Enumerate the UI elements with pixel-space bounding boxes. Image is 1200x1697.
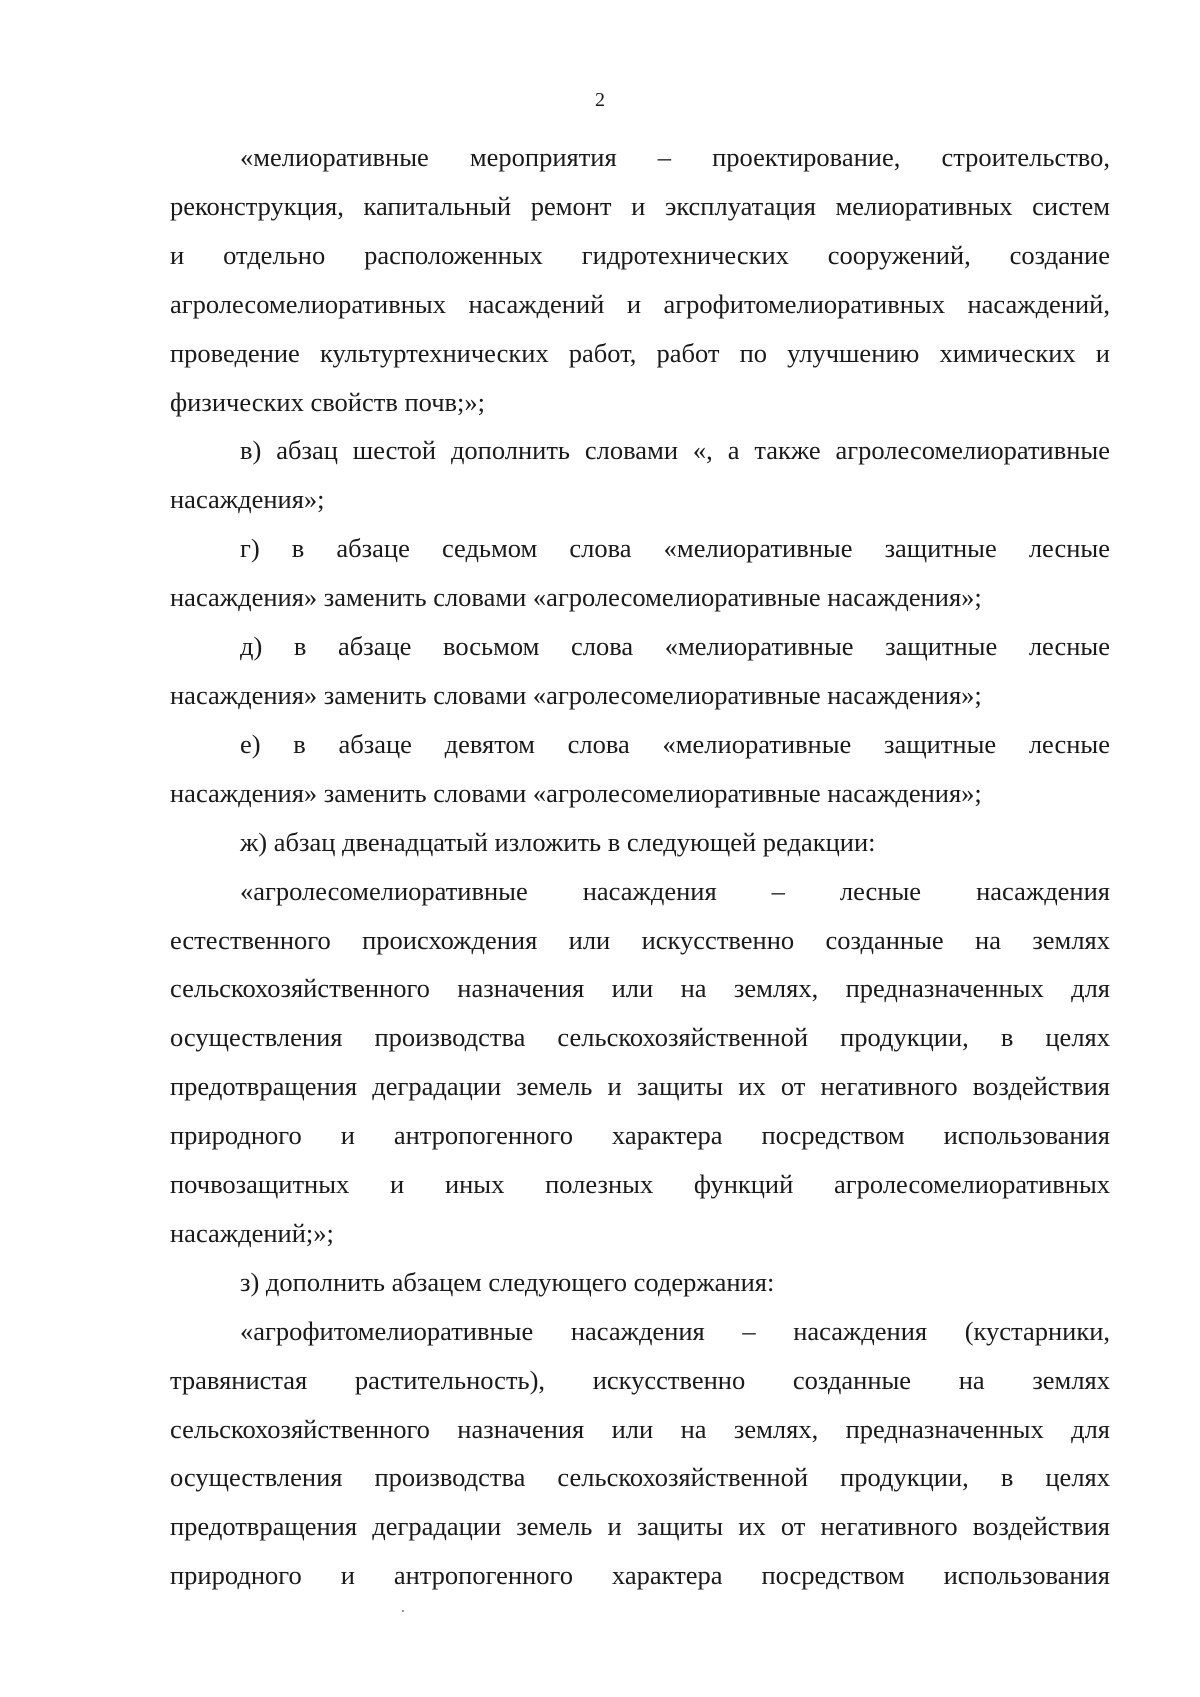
paragraph-quote-agrofitomelior [170,1307,1110,1600]
paragraph-item-v [170,426,1110,524]
text-line: в) абзац шестой дополнить словами «, а также агролесомелиоративные [240,435,1110,466]
text-line: сельскохозяйственного назначения или на землях, предназначенных для [170,973,1110,1004]
scan-artifact-dot [402,1610,404,1612]
text-line: «мелиоративные мероприятия – проектирование, строительство, [240,142,1110,172]
text-line: е) в абзаце девятом слова «мелиоративные защитные лесные [240,728,1110,759]
text-line: насаждений;»; [170,1217,334,1248]
paragraph-item-e [170,720,1110,818]
text-line: д) в абзаце восьмом слова «мелиоративные защитные лесные [240,631,1110,662]
text-line: травянистая растительность), искусственно созданные на землях [170,1364,1110,1395]
text-line: и отдельно расположенных гидротехнических сооружений, создание [170,239,1110,270]
text-line: проведение культуртехнических работ, работ по улучшению химических и [170,337,1110,368]
text-line: предотвращения деградации земель и защиты их от негативного воздействия [170,1511,1110,1542]
text-line: насаждения»; [170,484,325,515]
text-line: «агролесомелиоративные насаждения – лесные насаждения [240,875,1110,906]
text-line: насаждения» заменить словами «агролесомелиоративные насаждения»; [170,777,982,808]
paragraph-item-z [170,1258,1110,1307]
paragraph-item-zh [170,818,1110,867]
document-body [170,133,1110,1600]
text-line: осуществления производства сельскохозяйственной продукции, в целях [170,1462,1110,1493]
text-line: природного и антропогенного характера посредством использования [170,1120,1110,1151]
paragraph-item-d [170,622,1110,720]
text-line: реконструкция, капитальный ремонт и эксплуатация мелиоративных систем [170,190,1110,221]
paragraph-quote-melior-measures [170,133,1110,426]
text-line: осуществления производства сельскохозяйственной продукции, в целях [170,1022,1110,1053]
text-line: «агрофитомелиоративные насаждения – насаждения (кустарники, [240,1315,1110,1346]
text-line: сельскохозяйственного назначения или на землях, предназначенных для [170,1413,1110,1444]
text-line: ж) абзац двенадцатый изложить в следующей редакции: [240,826,876,857]
text-line: насаждения» заменить словами «агролесомелиоративные насаждения»; [170,582,982,613]
text-line: предотвращения деградации земель и защиты их от негативного воздействия [170,1071,1110,1102]
text-line: физических свойств почв;»; [170,386,486,417]
text-line: агролесомелиоративных насаждений и агрофитомелиоративных насаждений, [170,288,1110,319]
text-line: г) в абзаце седьмом слова «мелиоративные защитные лесные [240,533,1110,564]
text-line: естественного происхождения или искусственно созданные на землях [170,924,1110,955]
text-line: з) дополнить абзацем следующего содержания: [240,1266,775,1297]
page-number: 2 [595,89,605,111]
text-line: природного и антропогенного характера посредством использования [170,1560,1110,1591]
text-line: почвозащитных и иных полезных функций агролесомелиоративных [170,1169,1110,1200]
paragraph-item-g [170,524,1110,622]
text-line: насаждения» заменить словами «агролесомелиоративные насаждения»; [170,679,982,710]
paragraph-quote-agrolesomelior [170,867,1110,1258]
